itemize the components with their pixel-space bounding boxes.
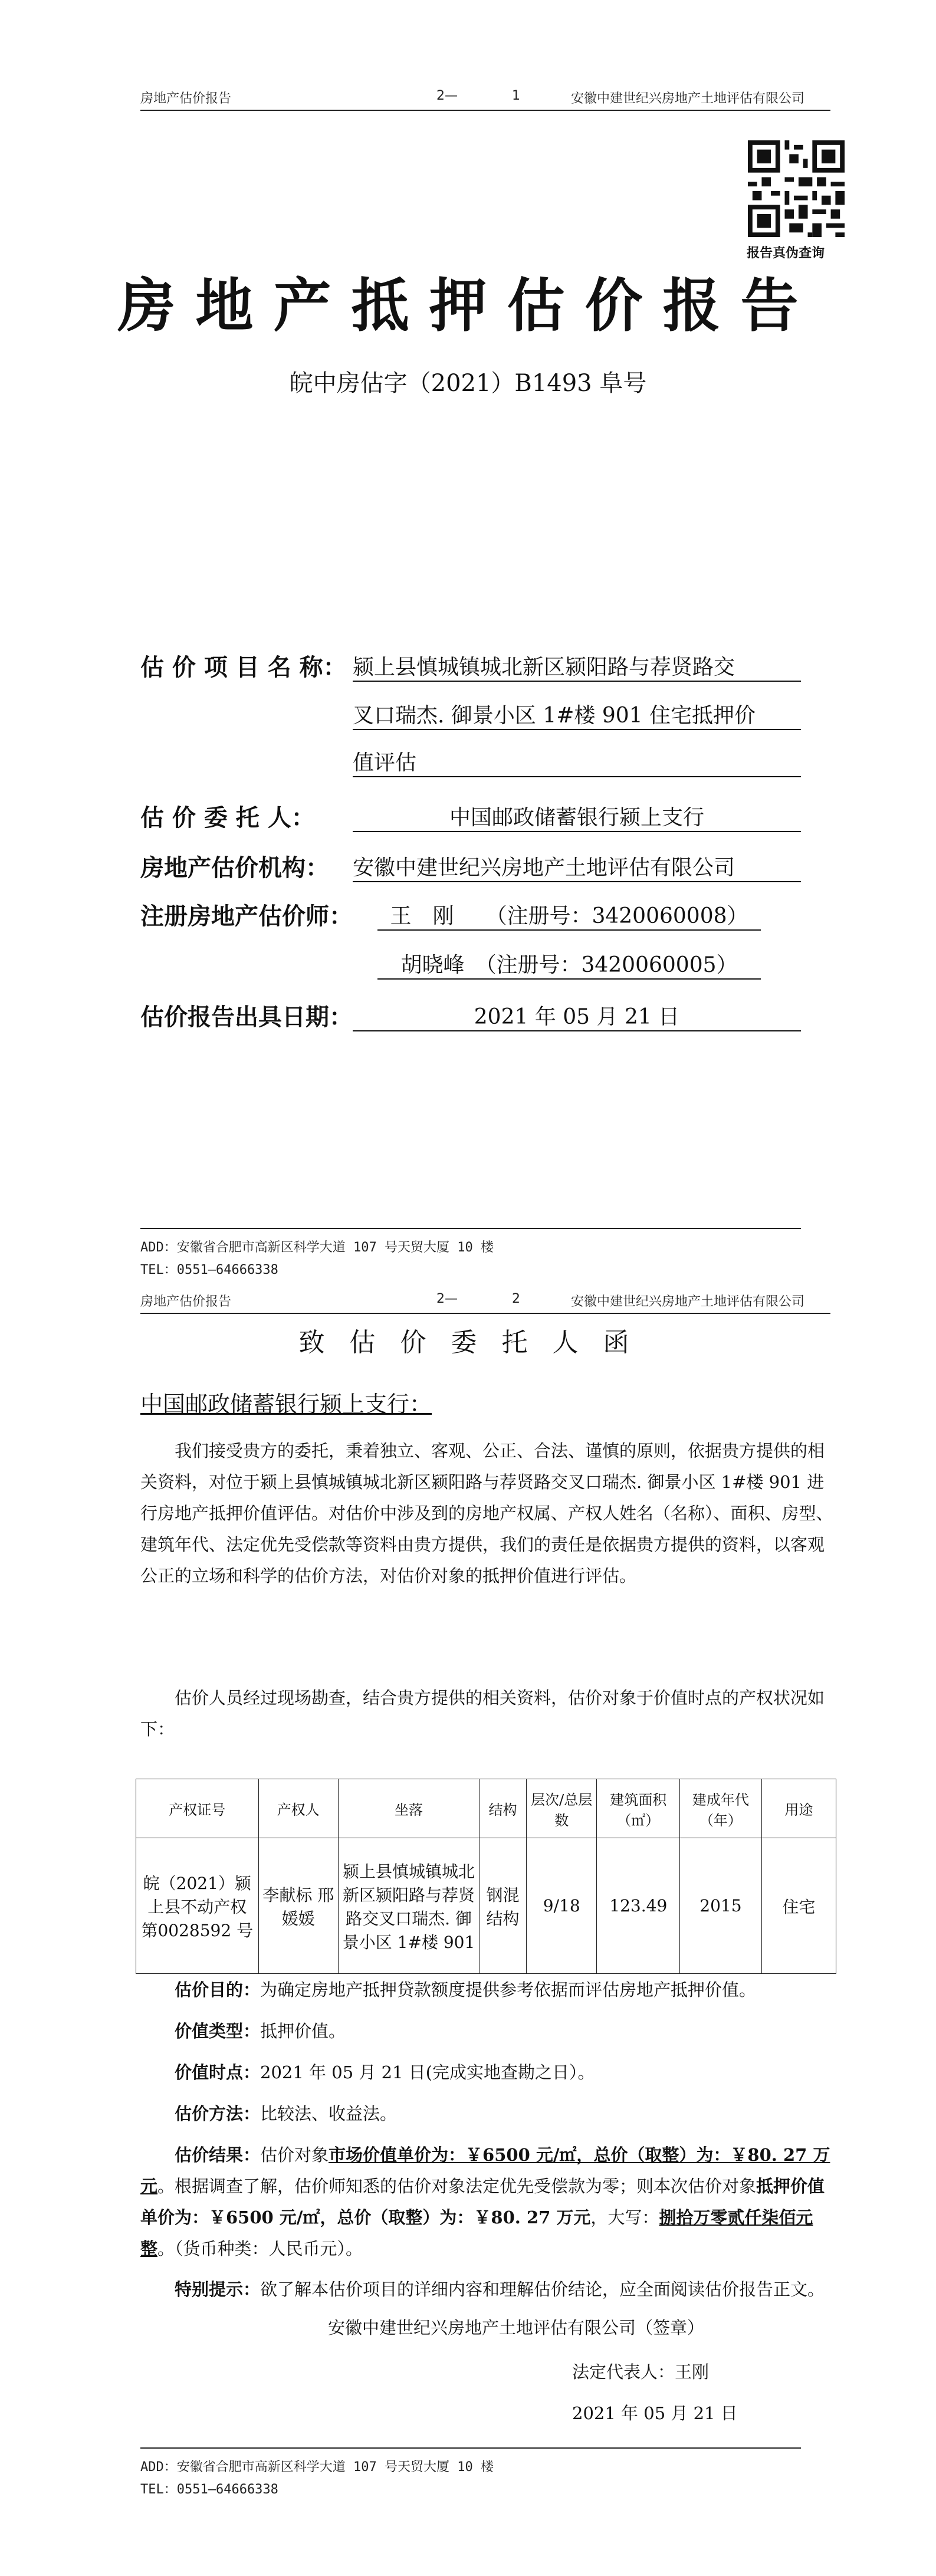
page2-header-right: 安徽中建世纪兴房地产土地评估有限公司 bbox=[571, 1294, 805, 1309]
table-header-cell: 坐落 bbox=[338, 1779, 479, 1838]
result-amount-words: 捌拾万零贰仟柒佰元整 bbox=[140, 2207, 813, 2259]
purpose-label: 估价目的： bbox=[175, 1980, 261, 2000]
method-label: 估价方法： bbox=[175, 2104, 261, 2124]
page2-header-rule bbox=[140, 1313, 830, 1314]
field-value-agency: 安徽中建世纪兴房地产土地评估有限公司 bbox=[353, 851, 801, 882]
table-header-cell: 产权人 bbox=[258, 1779, 338, 1838]
field-value-issue-date: 2021 年 05 月 21 日 bbox=[353, 1000, 801, 1031]
special-tip bbox=[140, 2274, 836, 2305]
table-cell-year: 2015 bbox=[680, 1838, 762, 1974]
page1-footer-tel: TEL：0551—64666338 bbox=[140, 1263, 278, 1277]
table-header-cell: 产权证号 bbox=[136, 1779, 259, 1838]
field-label-issue-date: 估价报告出具日期： bbox=[140, 1003, 353, 1031]
purpose-line bbox=[140, 1974, 836, 2006]
result-label: 估价结果： bbox=[175, 2145, 261, 2165]
property-rights-table bbox=[136, 1779, 836, 1974]
letter-title: 致 估 价 委 托 人 函 bbox=[298, 1328, 638, 1358]
field-value-appraiser-1: 王 刚 （注册号：3420060008） bbox=[377, 899, 761, 931]
value-time-text: 2021 年 05 月 21 日(完成实地查勘之日）。 bbox=[260, 2062, 595, 2082]
result-text-e: ，大写： bbox=[590, 2207, 659, 2227]
qr-caption: 报告真伪查询 bbox=[747, 246, 825, 261]
page2-header-page-b: 2 bbox=[512, 1292, 520, 1306]
table-header-cell: 用途 bbox=[761, 1779, 836, 1838]
method-line bbox=[140, 2098, 836, 2130]
table-cell-owner: 李献标 邢媛媛 bbox=[258, 1838, 338, 1974]
table-row bbox=[136, 1838, 836, 1974]
field-label-client: 估 价 委 托 人： bbox=[140, 804, 315, 832]
letter-paragraph-1: 我们接受贵方的委托，秉着独立、客观、公正、合法、谨慎的原则，依据贵方提供的相关资料，对位于颍上县慎城镇城北新区颍阳路与荐贤路交叉口瑞杰. 御景小区 1#楼 901 进行房地产抵押价值评估。对估价中涉及到的房地产权属、产权人姓名（名称）、面积、房型、建筑年代、法定优先受偿款等资料由贵方提供，我们的责任是依据贵方提供的资料，以客观公正的立场和科学的估价方法，对估价对象的抵押价值进行评估。 bbox=[140, 1441, 833, 1586]
report-title: 房地产抵押估价报告 bbox=[117, 272, 819, 340]
report-number: 皖中房估字（2021）B1493 阜号 bbox=[289, 370, 647, 397]
field-label-appraisers: 注册房地产估价师： bbox=[140, 902, 353, 930]
value-type-label: 价值类型： bbox=[175, 2021, 261, 2041]
purpose-text: 为确定房地产抵押贷款额度提供参考依据而评估房地产抵押价值。 bbox=[260, 1980, 757, 2000]
page2-footer-address: ADD：安徽省合肥市高新区科学大道 107 号天贸大厦 10 楼 bbox=[140, 2460, 494, 2475]
result-text-c: 。根据调查了解，估价师知悉的估价对象法定优先受偿款为零；则本次估价对象 bbox=[157, 2176, 757, 2196]
signing-date: 2021 年 05 月 21 日 bbox=[572, 2403, 738, 2423]
page1-header-left: 房地产估价报告 bbox=[140, 91, 232, 106]
value-time-line bbox=[140, 2057, 836, 2088]
method-text: 比较法、收益法。 bbox=[260, 2104, 398, 2124]
table-cell-location: 颍上县慎城镇城北新区颍阳路与荐贤路交叉口瑞杰. 御景小区 1#楼 901 bbox=[338, 1838, 479, 1974]
field-value-client: 中国邮政储蓄银行颍上支行 bbox=[353, 801, 801, 832]
result-mortgage-value: 抵押价值单价为：￥6500 元/㎡，总价（取整）为：￥80. 27 万元 bbox=[140, 2176, 825, 2227]
field-value-project-name-line3: 值评估 bbox=[353, 746, 801, 777]
page1-header-page-a: 2— bbox=[436, 88, 458, 103]
page1-header-rule bbox=[140, 110, 830, 111]
page1-footer-address: ADD：安徽省合肥市高新区科学大道 107 号天贸大厦 10 楼 bbox=[140, 1240, 494, 1255]
letter-paragraph-2: 估价人员经过现场勘查，结合贵方提供的相关资料，估价对象于价值时点的产权状况如下： bbox=[140, 1688, 825, 1739]
table-cell-structure: 钢混结构 bbox=[480, 1838, 527, 1974]
value-time-label: 价值时点： bbox=[175, 2062, 261, 2082]
table-cell-cert-no: 皖（2021）颍上县不动产权第0028592 号 bbox=[136, 1838, 259, 1974]
result-text-a: 估价对象 bbox=[260, 2145, 329, 2165]
special-tip-text: 欲了解本估价项目的详细内容和理解估价结论，应全面阅读估价报告正文。 bbox=[260, 2279, 825, 2299]
table-header-cell: 层次/总层数 bbox=[526, 1779, 596, 1838]
page2-footer-tel: TEL：0551—64666338 bbox=[140, 2482, 278, 2497]
page2-header-page-a: 2— bbox=[436, 1292, 458, 1306]
field-value-project-name-line1: 颍上县慎城镇城北新区颍阳路与荐贤路交 bbox=[353, 650, 801, 682]
result-text-g: 。（货币种类：人民币元）。 bbox=[157, 2239, 363, 2259]
table-cell-floor: 9/18 bbox=[526, 1838, 596, 1974]
page1-header-page-b: 1 bbox=[512, 88, 520, 103]
table-header-cell: 结构 bbox=[480, 1779, 527, 1838]
page1-header-right: 安徽中建世纪兴房地产土地评估有限公司 bbox=[571, 91, 805, 106]
page2-footer-rule bbox=[140, 2447, 801, 2449]
table-header-cell: 建成年代（年） bbox=[680, 1779, 762, 1838]
table-header-row bbox=[136, 1779, 836, 1838]
field-label-project-name: 估 价 项 目 名 称： bbox=[140, 653, 347, 681]
page2-header-left: 房地产估价报告 bbox=[140, 1294, 232, 1309]
field-value-appraiser-2: 胡晓峰 （注册号：3420060005） bbox=[377, 948, 761, 980]
value-type-line bbox=[140, 2016, 836, 2047]
page1-footer-rule bbox=[140, 1228, 801, 1229]
result-market-value: 市场价值单价为：￥6500 元/㎡，总价（取整）为：￥80. 27 万元 bbox=[140, 2145, 830, 2196]
letter-addressee: 中国邮政储蓄银行颍上支行： bbox=[140, 1391, 432, 1417]
result-paragraph bbox=[140, 2140, 836, 2265]
special-tip-label: 特别提示： bbox=[175, 2279, 261, 2299]
value-type-text: 抵押价值。 bbox=[260, 2021, 346, 2041]
table-header-cell: 建筑面积（㎡） bbox=[597, 1779, 680, 1838]
field-value-project-name-line2: 叉口瑞杰. 御景小区 1#楼 901 住宅抵押价 bbox=[353, 699, 801, 730]
table-cell-area: 123.49 bbox=[597, 1838, 680, 1974]
qr-code-icon bbox=[748, 140, 845, 237]
signing-company: 安徽中建世纪兴房地产土地评估有限公司（签章） bbox=[328, 2318, 705, 2338]
table-cell-use: 住宅 bbox=[761, 1838, 836, 1974]
legal-representative: 法定代表人：王刚 bbox=[572, 2362, 710, 2382]
field-label-agency: 房地产估价机构： bbox=[140, 854, 329, 882]
